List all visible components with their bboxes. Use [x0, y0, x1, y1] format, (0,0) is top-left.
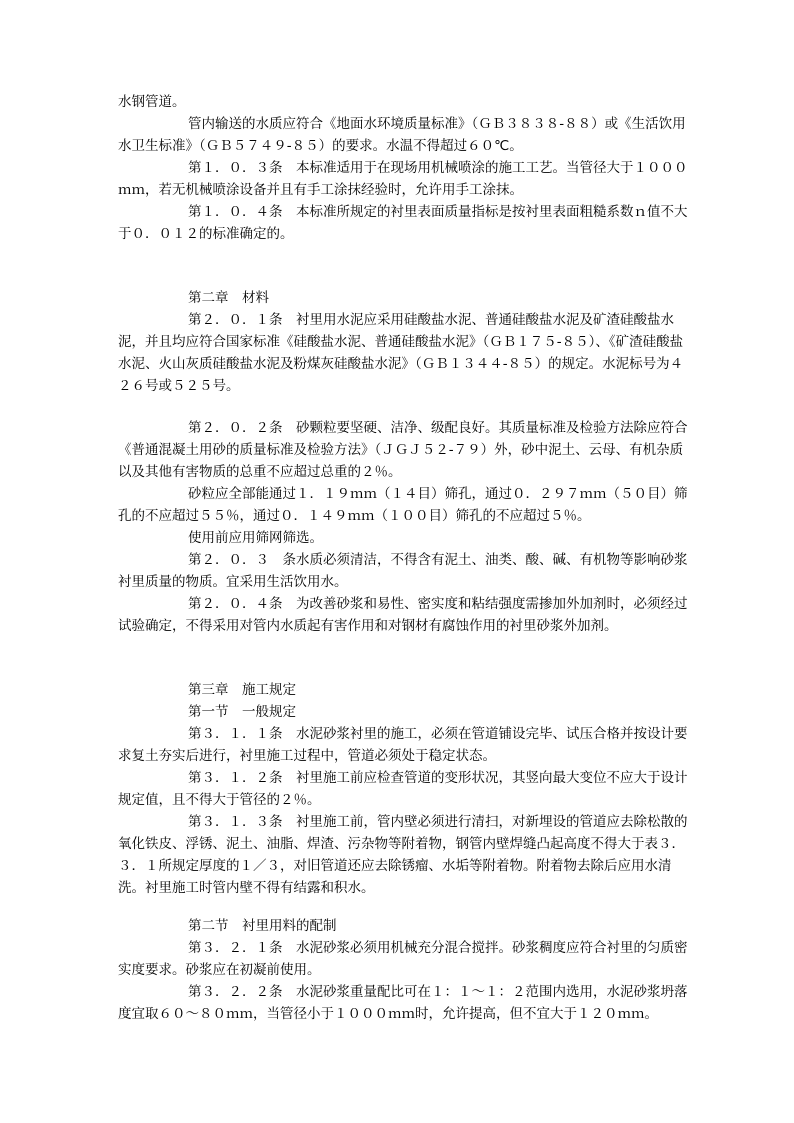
paragraph-article-3-2-1: 第３．２．１条 水泥砂浆必须用机械充分混合搅拌。砂浆稠度应符合衬里的匀质密实度要求。砂浆应在初凝前使用。: [118, 940, 688, 978]
paragraph-continuation: 水钢管道。: [118, 94, 186, 110]
paragraph-article-2-0-2: 第２．０．２条 砂颗粒要坚硬、洁净、级配良好。其质量标准及检验方法除应符合《普通混凝土用砂的质量标准及检验方法》（ＪＧＪ５２-７９）外，砂中泥土、云母、有机杂质以及其他有害物质的总重不应超过总重的２％。: [118, 420, 688, 480]
spacer: [118, 899, 688, 915]
chapter-2-heading: 第二章 材料: [188, 290, 269, 306]
paragraph-article-2-0-1: 第２．０．１条 衬里用水泥应采用硅酸盐水泥、普通硅酸盐水泥及矿渣硅酸盐水泥，并且均应符合国家标准《硅酸盐水泥、普通硅酸盐水泥》（ＧＢ１７５-８５）、《矿渣硅酸盐水泥、火山灰质硅酸盐水泥及粉煤灰硅酸盐水泥》（ＧＢ１３４４-８５）的规定。水泥标号为４２６号或５２５号。: [118, 312, 684, 394]
paragraph-sieve-use: 使用前应用筛网筛选。: [188, 530, 323, 546]
paragraph-article-2-0-3: 第２．０．３ 条水质必须清洁，不得含有泥土、油类、酸、碱、有机物等影响砂浆衬里质量的物质。宜采用生活饮用水。: [118, 552, 688, 590]
paragraph-water-quality: 管内输送的水质应符合《地面水环境质量标准》（ＧＢ３８３８-８８）或《生活饮用水卫生标准》（ＧＢ５７４９-８５）的要求。水温不得超过６０℃。: [118, 116, 686, 154]
section-2-heading: 第二节 衬里用料的配制: [188, 918, 337, 934]
paragraph-article-1-0-4: 第１．０．４条 本标准所规定的衬里表面质量指标是按衬里表面粗糙系数ｎ值不大于０．０１２的标准确定的。: [118, 204, 688, 242]
paragraph-article-3-2-2: 第３．２．２条 水泥砂浆重量配比可在１：１～１：２范围内选用，水泥砂浆坍落度宜取６０～８０ｍｍ，当管径小于１０００ｍｍ时，允许提高，但不宜大于１２０ｍｍ。: [118, 984, 688, 1022]
spacer: [118, 397, 688, 417]
paragraph-article-2-0-4: 第２．０．４条 为改善砂浆和易性、密实度和粘结强度需掺加外加剂时，必须经过试验确定，不得采用对管内水质起有害作用和对钢材有腐蚀作用的衬里砂浆外加剂。: [118, 596, 688, 634]
document-body: [118, 91, 688, 1025]
chapter-3-heading: 第三章 施工规定: [188, 682, 296, 698]
paragraph-article-3-1-3: 第３．１．３条 衬里施工前，管内壁必须进行清扫，对新埋设的管道应去除松散的氧化铁皮、浮锈、泥土、油脂、焊渣、污杂物等附着物，钢管内壁焊缝凸起高度不得大于表３．３．１所规定厚度的１／３，对旧管道还应去除锈瘤、水垢等附着物。附着物去除后应用水清洗。衬里施工时管内壁不得有结露和积水。: [118, 814, 688, 896]
spacer: [118, 637, 688, 679]
paragraph-article-3-1-2: 第３．１．２条 衬里施工前应检查管道的变形状况，其竖向最大变位不应大于设计规定值，且不得大于管径的２％。: [118, 770, 688, 808]
paragraph-sand-sieve: 砂粒应全部能通过１．１９ｍｍ（１４目）筛孔，通过０．２９７ｍｍ（５０目）筛孔的不应超过５５％，通过０．１４９ｍｍ（１００目）筛孔的不应超过５％。: [118, 486, 688, 524]
paragraph-article-3-1-1: 第３．１．１条 水泥砂浆衬里的施工，必须在管道铺设完毕、试压合格并按设计要求复土夯实后进行，衬里施工过程中，管道必须处于稳定状态。: [118, 726, 688, 764]
spacer: [118, 245, 688, 287]
section-1-heading: 第一节 一般规定: [188, 704, 296, 720]
paragraph-article-1-0-3: 第１．０．３条 本标准适用于在现场用机械喷涂的施工工艺。当管径大于１０００ｍｍ，若无机械喷涂设备并且有手工涂抹经验时，允许用手工涂抹。: [118, 160, 688, 198]
